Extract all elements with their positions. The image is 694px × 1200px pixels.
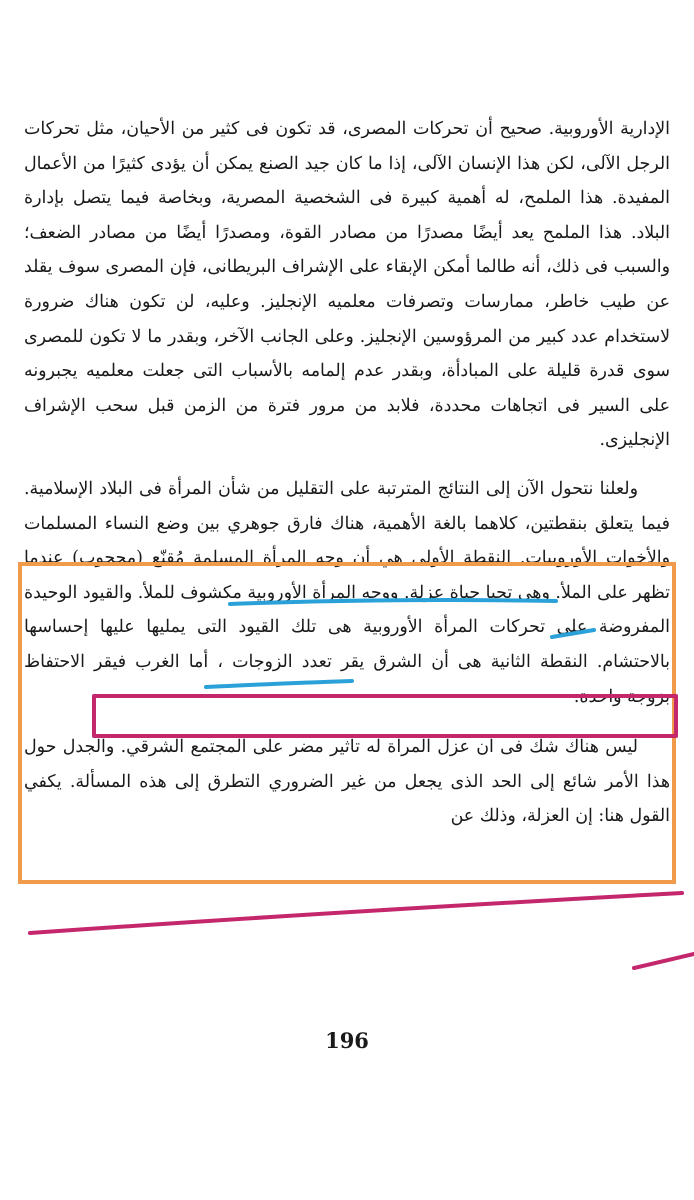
page-number: 196	[325, 1028, 369, 1053]
paragraph-3: ليس هناك شك فى أن عزل المرأة له تأثير مضر على المجتمع الشرقي. والجدل حول هذا الأمر شائع إلى الحد الذى يجعل من غير الضروري التطرق إلى هذه المسألة. يكفي القول هنا: إن العزلة، وذلك عن	[24, 737, 670, 827]
pink-underline-2	[634, 954, 694, 968]
paragraph-1: الإدارية الأوروبية. صحيح أن تحركات المصرى، قد تكون فى كثير من الأحيان، مثل تحركات الرجل الآلى، لكن هذا الإنسان الآلى، إذا ما كان جيد الصنع يمكن أن يؤدى كثيرًا من الأعمال المفيدة. هذا الملمح، له أهمية كبيرة فى الشخصية المصرية، وبخاصة فيما يتصل بإدارة البلاد. هذا الملمح يعد أيضًا مصدرًا من مصادر القوة، ومصدرًا أيضًا من مصادر الضعف؛ والسبب فى ذلك، أنه طالما أمكن الإبقاء على الإشراف البريطانى، فإن المصرى سوف يقلد عن طيب خاطر، ممارسات وتصرفات معلميه الإنجليز. وعليه، لن تكون هناك ضرورة لاستخدام عدد كبير من المرؤوسين الإنجليز. وعلى الجانب الآخر، وبقدر ما لا تكون للمصرى سوى قدرة قليلة على المبادأة، وبقدر عدم إلمامه بالأسباب التى جعلت معلميه يجبرونه على السير فى اتجاهات محددة، فلابد من مرور فترة من الزمن قبل سحب الإشراف الإنجليزى.	[24, 119, 670, 451]
page-body	[24, 112, 670, 834]
pink-underline-1	[30, 893, 682, 933]
paragraph-2: ولعلنا نتحول الآن إلى النتائج المترتبة على التقليل من شأن المرأة فى البلاد الإسلامية. فيما يتعلق بنقطتين، كلاهما بالغة الأهمية، هناك فارق جوهري بين وضع النساء المسلمات والأخوات الأوروبيات. النقطة الأولى هي أن وجه المرأة المسلمة مُقنّع (محجوب) عندما تظهر على الملأ. وهي تحيا حياة عزلة. ووجه المرأة الأوروبية مكشوف للملأ. والقيود الوحيدة المفروضة على تحركات المرأة الأوروبية هى تلك القيود التى يمليها عليها إحساسها بالاحتشام. النقطة الثانية هى أن الشرق يقر تعدد الزوجات ، أما الغرب فيقر الاحتفاظ بزوجة واحدة.	[24, 478, 670, 707]
